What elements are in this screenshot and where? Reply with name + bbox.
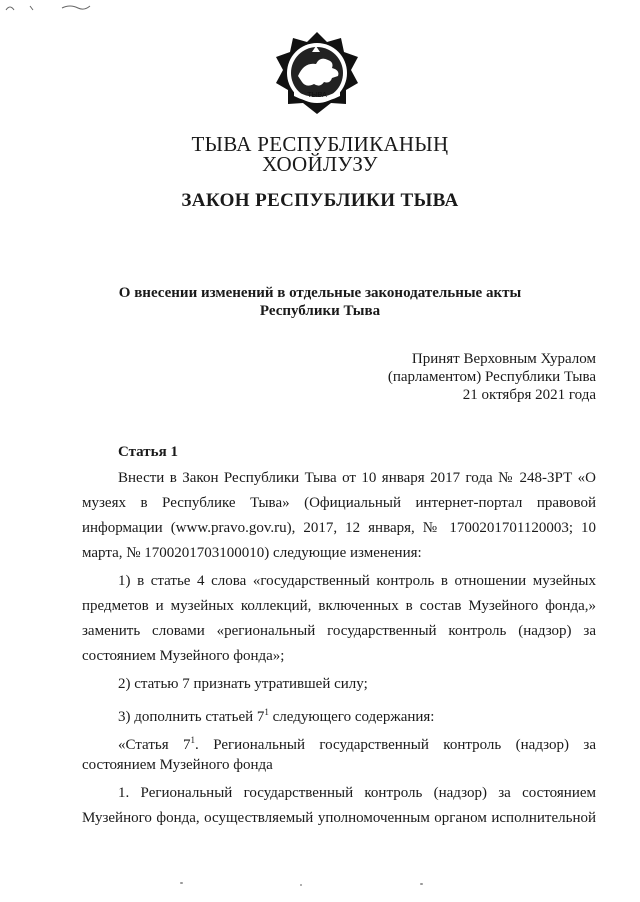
- scan-speck: [180, 882, 183, 884]
- article-line: состоянием Музейного фонда: [82, 757, 273, 773]
- article-line-with-superscript: 3) дополнить статьей $7^1$ следующего содержания:: [118, 707, 435, 725]
- law-title: ЗАКОН РЕСПУБЛИКИ ТЫВА: [181, 190, 459, 211]
- adoption-line-2: (парламентом) Республики Тыва: [387, 369, 596, 385]
- article-heading: Статья 1: [118, 444, 178, 460]
- header-line-1: ТЫВА РЕСПУБЛИКАНЫҢ: [191, 132, 449, 156]
- article-line-with-superscript: «Статья $7^1$. Региональный государственный контроль (надзор) за: [118, 735, 596, 753]
- scan-marks: [0, 0, 110, 24]
- scan-speck: [300, 884, 302, 886]
- article-line: Музейного фонда, осуществляемый уполномоченным органом исполнительной: [82, 810, 596, 826]
- header-line-2: ХООЙЛУЗУ: [262, 152, 378, 176]
- article-line: состоянием Музейного фонда»;: [82, 648, 285, 664]
- article-line: заменить словами «региональный государственный контроль (надзор) за: [82, 623, 596, 639]
- article-line: предметов и музейных коллекций, включенных в состав Музейного фонда,»: [82, 598, 596, 614]
- emblem-label: ТЫВА: [307, 92, 327, 99]
- adoption-line-1: Принят Верховным Хуралом: [411, 351, 596, 367]
- article-line: марта, № 1700201703100010) следующие изменения:: [82, 545, 422, 561]
- subject-line-1: О внесении изменений в отдельные законодательные акты: [118, 285, 522, 301]
- article-line: Внести в Закон Республики Тыва от 10 января 2017 года № 248-ЗРТ «О: [118, 470, 596, 486]
- article-line: 2) статью 7 признать утратившей силу;: [118, 676, 368, 692]
- republic-emblem-icon: [274, 30, 360, 116]
- scan-speck: [420, 883, 423, 885]
- article-line: 1) в статье 4 слова «государственный контроль в отношении музейных: [118, 573, 596, 589]
- adoption-line-3: 21 октября 2021 года: [462, 387, 596, 403]
- article-line: музеях в Республике Тыва» (Официальный интернет-портал правовой: [82, 495, 596, 511]
- article-line: информации (www.pravo.gov.ru), 2017, 12 января, № 1700201701120003; 10: [82, 520, 596, 536]
- article-line: 1. Региональный государственный контроль (надзор) за состоянием: [118, 785, 596, 801]
- subject-line-2: Республики Тыва: [259, 303, 381, 319]
